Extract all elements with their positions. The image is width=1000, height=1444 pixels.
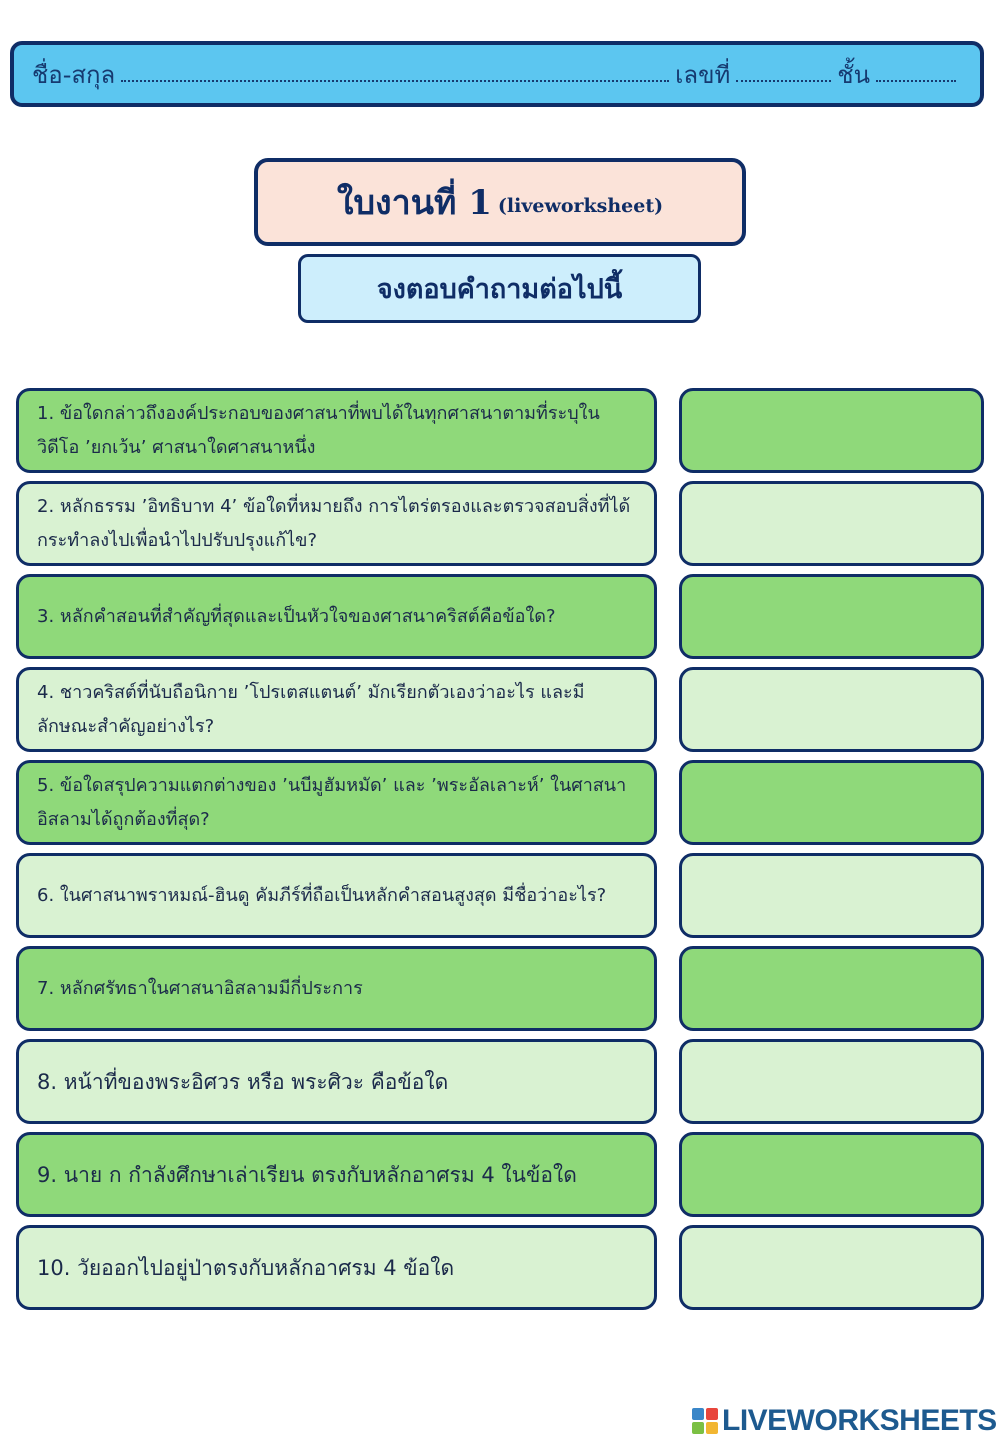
title-sub: (liveworksheet): [497, 195, 664, 217]
question-9: 9. นาย ก กำลังศึกษาเล่าเรียน ตรงกับหลักอาศรม 4 ในข้อใด: [16, 1132, 657, 1217]
worksheet-title: [254, 158, 746, 246]
class-label: ชั้น: [837, 60, 870, 89]
liveworksheets-cube-icon: [692, 1408, 718, 1434]
answer-box-7[interactable]: [679, 946, 984, 1031]
question-8: 8. หน้าที่ของพระอิศวร หรือ พระศิวะ คือข้อใด: [16, 1039, 657, 1124]
question-5: 5. ข้อใดสรุปความแตกต่างของ ’นบีมูฮัมหมัด’ และ ’พระอัลเลาะห์’ ในศาสนาอิสลามได้ถูกต้องที่สุด?: [16, 760, 657, 845]
question-3: 3. หลักคำสอนที่สำคัญที่สุดและเป็นหัวใจของศาสนาคริสต์คือข้อใด?: [16, 574, 657, 659]
answer-box-3[interactable]: [679, 574, 984, 659]
answer-box-8[interactable]: [679, 1039, 984, 1124]
class-field[interactable]: [876, 66, 956, 82]
question-7: 7. หลักศรัทธาในศาสนาอิสลามมีกี่ประการ: [16, 946, 657, 1031]
title-main: ใบงานที่ 1: [336, 183, 492, 223]
answer-box-2[interactable]: [679, 481, 984, 566]
name-label: ชื่อ-สกุล: [32, 60, 116, 89]
answer-box-10[interactable]: [679, 1225, 984, 1310]
question-6: 6. ในศาสนาพราหมณ์-ฮินดู คัมภีร์ที่ถือเป็นหลักคำสอนสูงสุด มีชื่อว่าอะไร?: [16, 853, 657, 938]
liveworksheets-logo: [692, 1404, 997, 1438]
number-field[interactable]: [736, 66, 831, 82]
number-label: เลขที่: [675, 60, 731, 89]
student-info-bar: [10, 41, 984, 107]
instruction-box: จงตอบคำถามต่อไปนี้: [298, 254, 701, 323]
answer-box-4[interactable]: [679, 667, 984, 752]
logo-text: LIVEWORKSHEETS: [722, 1404, 997, 1437]
question-1: 1. ข้อใดกล่าวถึงองค์ประกอบของศาสนาที่พบได้ในทุกศาสนาตามที่ระบุในวิดีโอ ’ยกเว้น’ ศาสนาใดศาสนาหนึ่ง: [16, 388, 657, 473]
question-4: 4. ชาวคริสต์ที่นับถือนิกาย ’โปรเตสแตนต์’ มักเรียกตัวเองว่าอะไร และมีลักษณะสำคัญอย่างไร?: [16, 667, 657, 752]
answer-box-5[interactable]: [679, 760, 984, 845]
question-10: 10. วัยออกไปอยู่ป่าตรงกับหลักอาศรม 4 ข้อใด: [16, 1225, 657, 1310]
answer-box-9[interactable]: [679, 1132, 984, 1217]
question-2: 2. หลักธรรม ’อิทธิบาท 4’ ข้อใดที่หมายถึง การไตร่ตรองและตรวจสอบสิ่งที่ได้กระทำลงไปเพื่อนำไปปรับปรุงแก้ไข?: [16, 481, 657, 566]
answer-box-6[interactable]: [679, 853, 984, 938]
answer-box-1[interactable]: [679, 388, 984, 473]
name-field[interactable]: [121, 66, 669, 82]
